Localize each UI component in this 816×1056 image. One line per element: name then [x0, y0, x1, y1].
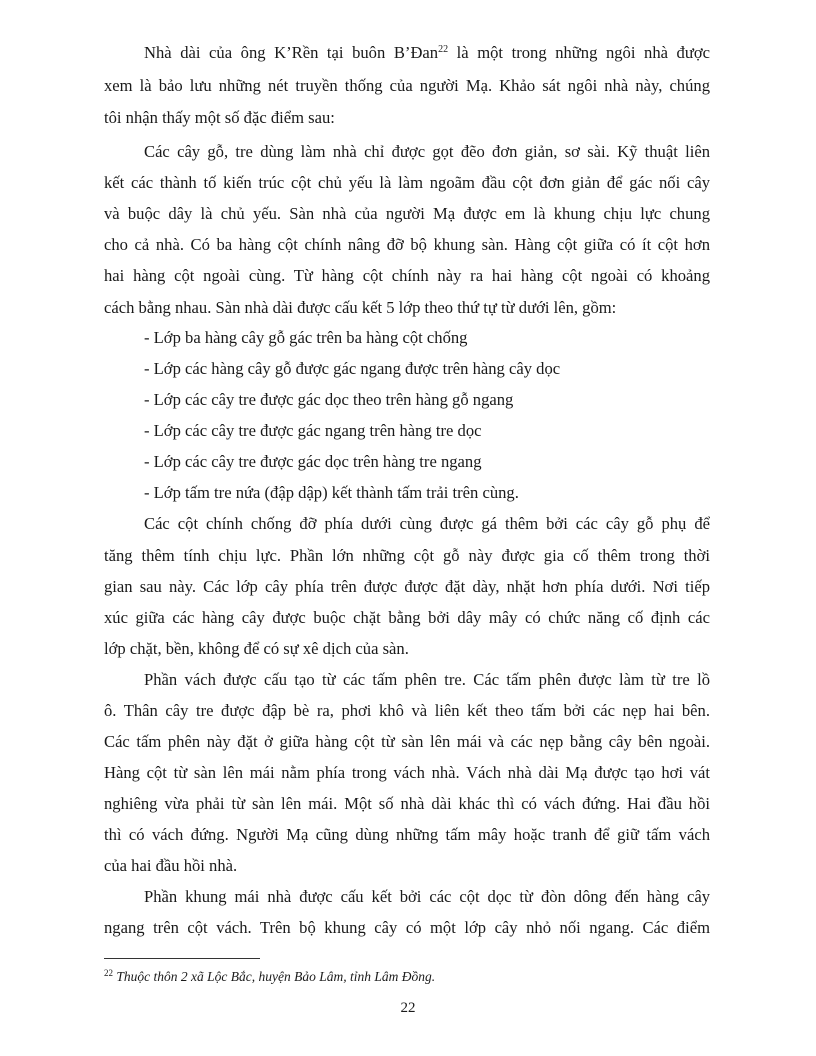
footnote-number: 22 [104, 968, 113, 978]
paragraph-2-line-3: và buộc dây là chủ yếu. Sàn nhà của người Mạ được em là khung chịu lực chung [104, 204, 710, 223]
paragraph-4-line-4: Hàng cột từ sàn lên mái nằm phía trong vách nhà. Vách nhà dài Mạ được tạo hơi vát [104, 763, 710, 782]
paragraph-3-line-5: lớp chặt, bền, không để có sự xê dịch của sàn. [104, 639, 409, 658]
paragraph-3-line-3: gian sau này. Các lớp cây phía trên được được đặt dày, nhặt hơn phía dưới. Nơi tiếp [104, 577, 710, 596]
list-item: - Lớp các hàng cây gỗ được gác ngang được trên hàng cây dọc [144, 359, 561, 378]
paragraph-2-line-6: cách bằng nhau. Sàn nhà dài được cấu kết 5 lớp theo thứ tự từ dưới lên, gồm: [104, 298, 617, 317]
footnote [104, 968, 435, 986]
paragraph-3-line-4: xúc giữa các hàng cây được buộc chặt bằng bởi dây mây có chức năng cố định các [104, 608, 710, 627]
list-item: - Lớp các cây tre được gác dọc trên hàng tre ngang [144, 452, 482, 471]
paragraph-4-line-6: thì có vách đứng. Người Mạ cũng dùng những tấm mây hoặc tranh để giữ tấm vách [104, 825, 710, 844]
paragraph-4-line-5: nghiêng vừa phải từ sàn lên mái. Một số nhà dài khác thì có vách đứng. Hai đầu hồi [104, 794, 710, 813]
list-item: - Lớp các cây tre được gác dọc theo trên hàng gỗ ngang [144, 390, 514, 409]
paragraph-1-line-1: Nhà dài của ông K’Rền tại buôn B’Đan$^{22}$ là một trong những ngôi nhà được [144, 43, 710, 62]
paragraph-4-line-1: Phần vách được cấu tạo từ các tấm phên tre. Các tấm phên được làm từ tre lồ [144, 670, 710, 689]
paragraph-3-line-1: Các cột chính chống đỡ phía dưới cùng được gá thêm bởi các cây gỗ phụ để [144, 514, 710, 533]
paragraph-2-line-2: kết các thành tố kiến trúc cột chủ yếu là làm ngoãm đầu cột đơn giản để gác nối cây [104, 173, 710, 192]
paragraph-5-line-2: ngang trên cột vách. Trên bộ khung cây có một lớp cây nhỏ nối ngang. Các điểm [104, 918, 710, 937]
footnote-reference[interactable]: 22 [438, 44, 449, 55]
page-number: 22 [400, 1000, 416, 1016]
paragraph-4-line-7: của hai đầu hồi nhà. [104, 856, 238, 875]
paragraph-4-line-3: Các tấm phên này đặt ở giữa hàng cột từ sàn lên mái và các nẹp bằng cây bên ngoài. [104, 732, 710, 751]
footnote-divider [104, 958, 260, 959]
paragraph-2-line-1: Các cây gỗ, tre dùng làm nhà chỉ được gọt đẽo đơn giản, sơ sài. Kỹ thuật liên [144, 142, 710, 161]
footnote-text: Thuộc thôn 2 xã Lộc Bắc, huyện Bảo Lâm, tỉnh Lâm Đồng. [116, 969, 436, 984]
paragraph-5-line-1: Phần khung mái nhà được cấu kết bởi các cột dọc từ đòn dông đến hàng cây [144, 887, 710, 906]
paragraph-2-line-4: cho cả nhà. Có ba hàng cột chính nâng đỡ bộ khung sàn. Hàng cột giữa có ít cột hơn [104, 235, 710, 254]
list-item: - Lớp các cây tre được gác ngang trên hàng tre dọc [144, 421, 482, 440]
paragraph-2-line-5: hai hàng cột ngoài cùng. Từ hàng cột chính này ra hai hàng cột ngoài có khoảng [104, 266, 710, 285]
list-item: - Lớp ba hàng cây gỗ gác trên ba hàng cột chống [144, 328, 468, 347]
list-item: - Lớp tấm tre nứa (đập dập) kết thành tấm trải trên cùng. [144, 483, 519, 502]
paragraph-1-line-3: tôi nhận thấy một số đặc điểm sau: [104, 108, 335, 127]
paragraph-4-line-2: ô. Thân cây tre được đập bè ra, phơi khô và liên kết theo tấm bởi các nẹp hai bên. [104, 701, 710, 720]
paragraph-1-line-2: xem là bảo lưu những nét truyền thống của người Mạ. Khảo sát ngôi nhà này, chúng [104, 76, 710, 95]
paragraph-3-line-2: tăng thêm tính chịu lực. Phần lớn những cột gỗ này được gia cố thêm trong thời [104, 546, 710, 565]
